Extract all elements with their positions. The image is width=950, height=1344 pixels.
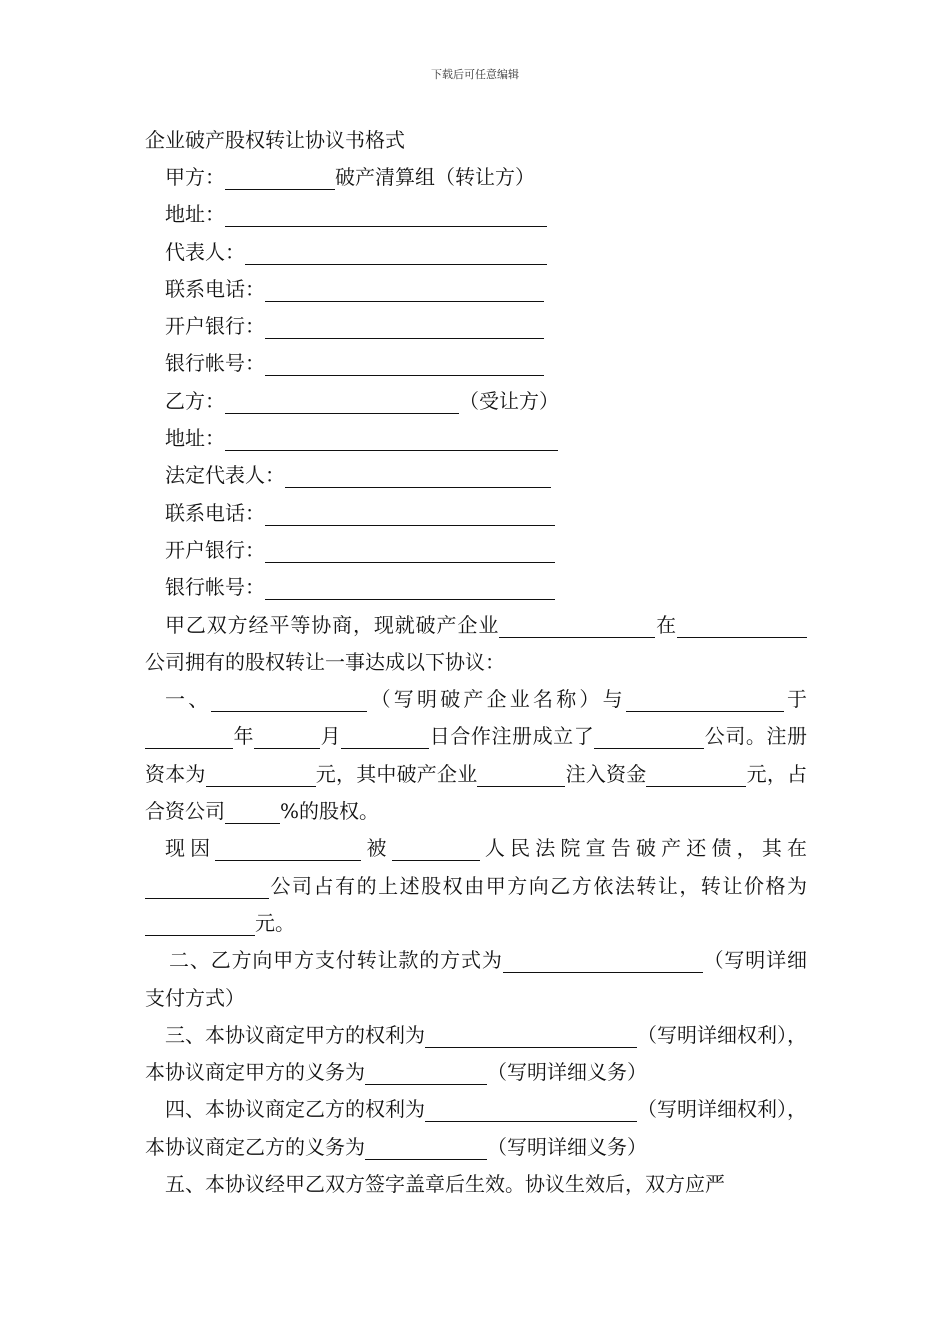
party-b-label: 乙方：	[165, 388, 225, 413]
clause-4-text-2: （写明详细权利），本协议商定乙方的义务为	[145, 1097, 807, 1159]
clause-1-percent-blank[interactable]	[225, 799, 280, 824]
clause-1b-text-5: 元。	[255, 910, 295, 935]
party-a-phone-line	[145, 271, 807, 308]
clause-3-text-3: （写明详细义务）	[487, 1060, 647, 1085]
party-a-label: 甲方：	[165, 165, 225, 189]
clause-1b-text-1: 现因	[165, 836, 216, 861]
party-a-address-line	[145, 196, 807, 233]
party-b-address-label: 地址：	[165, 426, 225, 451]
party-a-representative-label: 代表人：	[165, 239, 245, 264]
intro-enterprise-blank[interactable]	[499, 613, 655, 638]
clause-4	[145, 1091, 807, 1166]
clause-1-text-2: （写明破产企业名称）与	[367, 687, 626, 712]
clause-1-partner-blank[interactable]	[626, 687, 784, 712]
party-b-phone-line	[145, 495, 807, 532]
clause-1-day-blank[interactable]	[341, 724, 429, 749]
party-a-bank-line	[145, 308, 807, 345]
party-b-address-blank[interactable]	[225, 426, 558, 451]
party-b-phone-blank[interactable]	[265, 501, 555, 526]
clause-1-investment-blank[interactable]	[646, 762, 746, 787]
clause-1-text-7: 公司。注册资本为	[145, 724, 808, 786]
clause-1b-text-2: 被	[361, 836, 392, 861]
party-a-phone-blank[interactable]	[265, 277, 544, 302]
clause-4-text-3: （写明详细义务）	[487, 1134, 647, 1159]
clause-1-text-5: 月	[320, 724, 342, 749]
clause-1-text-9: 注入资金	[565, 761, 647, 786]
clause-2-text-2: （写明详细支付方式）	[145, 948, 808, 1010]
clause-1-text-10: 元，占合资公司	[145, 761, 808, 824]
clause-2-payment-blank[interactable]	[503, 948, 703, 973]
clause-3-text-2: （写明详细权利），本协议商定甲方的义务为	[145, 1022, 807, 1085]
party-a-bank-blank[interactable]	[265, 314, 544, 339]
party-a-phone-label: 联系电话：	[165, 276, 265, 301]
clause-1b	[145, 830, 807, 942]
clause-2	[145, 942, 807, 1017]
clause-1-text-6: 日合作注册成立了	[429, 724, 595, 749]
clause-4-rights-blank[interactable]	[425, 1097, 637, 1122]
header-note: 下载后可任意编辑	[431, 68, 519, 81]
clause-1	[145, 681, 807, 830]
clause-1b-court-blank[interactable]	[392, 836, 480, 861]
clause-1-text-3: 于	[783, 687, 808, 712]
clause-1b-price-blank[interactable]	[145, 911, 255, 936]
party-a-address-blank[interactable]	[225, 202, 547, 227]
party-b-name-blank[interactable]	[225, 389, 459, 414]
intro-text-1: 甲乙双方经平等协商，现就破产企业	[165, 612, 500, 637]
clause-3-obligations-blank[interactable]	[365, 1060, 487, 1085]
party-b-legal-rep-blank[interactable]	[285, 463, 551, 488]
clause-1-text-1: 一、	[165, 687, 212, 712]
party-b-legal-rep-line	[145, 457, 807, 494]
party-b-phone-label: 联系电话：	[165, 500, 265, 525]
party-b-bank-line	[145, 532, 807, 569]
party-b-bank-blank[interactable]	[265, 538, 555, 563]
party-a-address-label: 地址：	[165, 202, 225, 227]
clause-1-capital-blank[interactable]	[206, 762, 316, 787]
party-a-name-blank[interactable]	[225, 165, 335, 190]
clause-5	[145, 1166, 807, 1203]
party-b-line	[145, 383, 807, 420]
clause-1-year-blank[interactable]	[145, 724, 233, 749]
clause-1-text-11: %的股权。	[280, 799, 380, 824]
party-b-address-line	[145, 420, 807, 457]
party-a-line	[145, 159, 807, 196]
intro-company-blank[interactable]	[677, 613, 807, 638]
clause-4-obligations-blank[interactable]	[365, 1135, 487, 1160]
document-body	[145, 122, 807, 1203]
party-a-bank-label: 开户银行：	[165, 314, 265, 339]
clause-2-text-1: 二、乙方向甲方支付转让款的方式为	[169, 948, 503, 973]
clause-1-company-blank[interactable]	[594, 724, 704, 749]
party-b-account-blank[interactable]	[265, 575, 555, 600]
party-a-suffix: 破产清算组（转让方）	[335, 165, 535, 189]
party-b-account-label: 银行帐号：	[165, 575, 265, 600]
intro-paragraph	[145, 607, 807, 682]
clause-1b-text-3: 人民法院宣告破产还债，其在	[479, 836, 808, 861]
clause-5-text-1: 五、本协议经甲乙双方签字盖章后生效。协议生效后，双方应严	[165, 1172, 725, 1197]
clause-1-bankrupt-enterprise-blank[interactable]	[477, 762, 565, 787]
clause-1-month-blank[interactable]	[254, 724, 320, 749]
party-a-account-line	[145, 345, 807, 382]
clause-1b-text-4: 公司占有的上述股权由甲方向乙方依法转让，转让价格为	[269, 873, 807, 898]
clause-4-text-1: 四、本协议商定乙方的权利为	[165, 1097, 425, 1122]
intro-text-3: 公司拥有的股权转让一事达成以下协议：	[145, 649, 505, 674]
party-a-account-label: 银行帐号：	[165, 351, 265, 376]
party-a-account-blank[interactable]	[265, 351, 544, 376]
document-title: 企业破产股权转让协议书格式	[145, 128, 405, 152]
party-b-bank-label: 开户银行：	[165, 537, 265, 562]
clause-3	[145, 1017, 807, 1092]
clause-1-text-8: 元，其中破产企业	[315, 761, 478, 786]
clause-1b-enterprise-blank[interactable]	[215, 836, 361, 861]
clause-1b-company-blank[interactable]	[145, 874, 269, 899]
party-b-legal-rep-label: 法定代表人：	[165, 463, 285, 488]
party-b-account-line	[145, 569, 807, 606]
party-a-representative-blank[interactable]	[245, 240, 547, 265]
clause-1-enterprise-blank[interactable]	[211, 687, 367, 712]
clause-3-text-1: 三、本协议商定甲方的权利为	[165, 1022, 425, 1047]
clause-3-rights-blank[interactable]	[425, 1023, 637, 1048]
party-a-representative-line	[145, 234, 807, 271]
party-b-suffix: （受让方）	[459, 388, 559, 413]
clause-1-text-4: 年	[233, 724, 255, 749]
intro-text-2: 在	[655, 612, 678, 637]
